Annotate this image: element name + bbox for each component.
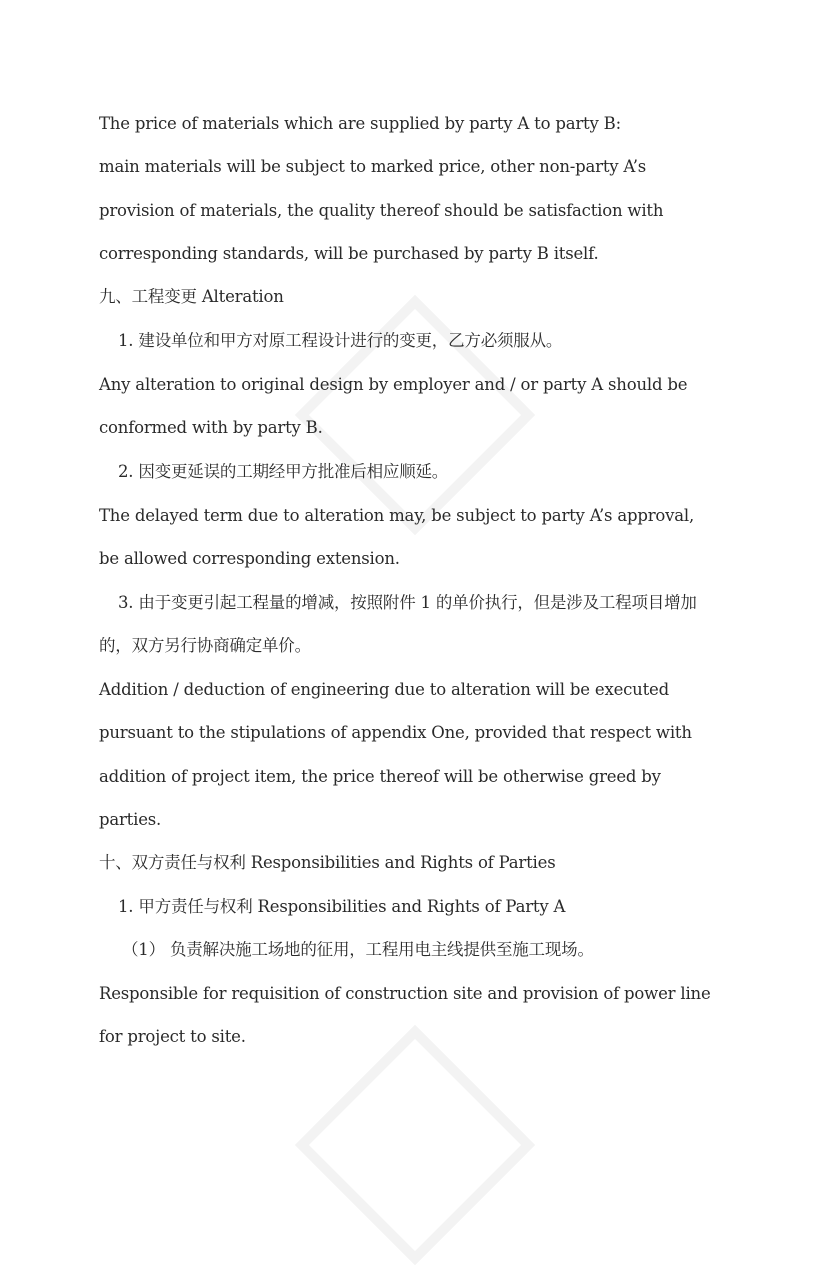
- paragraph-line: conformed with by party B.: [99, 418, 323, 437]
- paragraph-line: The delayed term due to alteration may, be subject to party A’s approval,: [99, 506, 695, 525]
- paragraph-line: provision of materials, the quality thereof should be satisfaction with: [99, 201, 664, 220]
- paragraph-line: Addition / deduction of engineering due to alteration will be executed: [99, 680, 669, 699]
- paragraph-line: The price of materials which are supplied by party A to party B:: [99, 114, 621, 133]
- paragraph-line: parties.: [99, 810, 162, 829]
- list-item: 1. 建设单位和甲方对原工程设计进行的变更，乙方必须服从。: [118, 331, 563, 350]
- paragraph-line: addition of project item, the price thereof will be otherwise greed by: [99, 767, 661, 786]
- paragraph-line: Any alteration to original design by employer and / or party A should be: [99, 375, 688, 394]
- list-item: （1） 负责解决施工场地的征用，工程用电主线提供至施工现场。: [122, 940, 594, 959]
- subsection-heading: 1. 甲方责任与权利 Responsibilities and Rights of Party A: [118, 897, 566, 916]
- list-item: 2. 因变更延误的工期经甲方批准后相应顺延。: [118, 462, 449, 481]
- paragraph-line: 的，双方另行协商确定单价。: [99, 636, 311, 655]
- paragraph-line: Responsible for requisition of construction site and provision of power line: [99, 984, 711, 1003]
- list-item: 3. 由于变更引起工程量的增减，按照附件 1 的单价执行，但是涉及工程项目增加: [118, 593, 697, 612]
- watermark-logo: [295, 1025, 535, 1265]
- paragraph-line: main materials will be subject to marked price, other non-party A’s: [99, 157, 647, 176]
- paragraph-line: pursuant to the stipulations of appendix One, provided that respect with: [99, 723, 692, 742]
- section-heading: 九、工程变更 Alteration: [99, 287, 284, 306]
- paragraph-line: for project to site.: [99, 1027, 246, 1046]
- section-heading: 十、双方责任与权利 Responsibilities and Rights of Parties: [99, 853, 556, 872]
- paragraph-line: be allowed corresponding extension.: [99, 549, 400, 568]
- paragraph-line: corresponding standards, will be purchased by party B itself.: [99, 244, 599, 263]
